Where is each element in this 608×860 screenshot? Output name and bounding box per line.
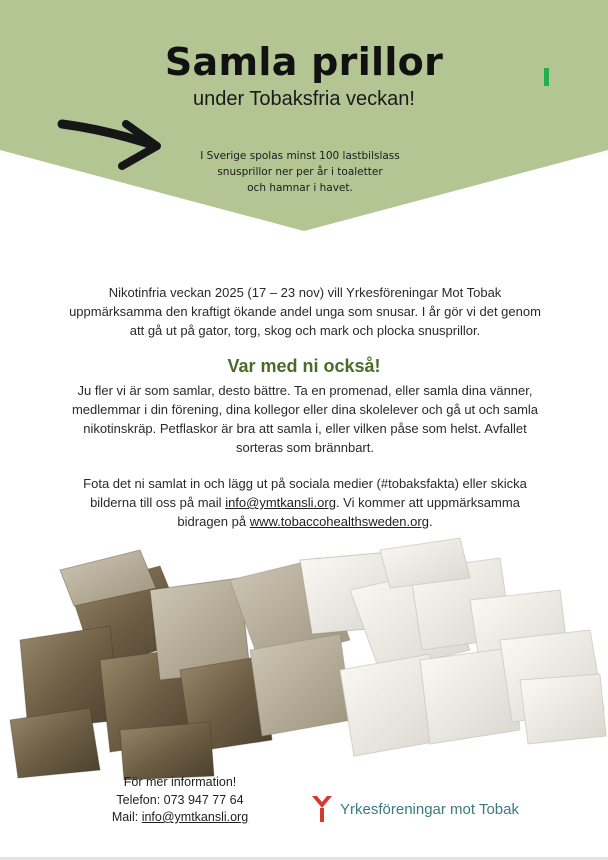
y-logo-icon (310, 794, 334, 824)
intro-line: uppmärksamma den kraftigt ökande andel unga som snusar. I år gör vi det genom (69, 304, 541, 319)
organization-name: Yrkesföreningar mot Tobak (340, 800, 519, 818)
contact-info (90, 774, 270, 827)
contact-mail-line (90, 809, 270, 827)
cta-line: medlemmar i din förening, dina kollegor eller dina skolelever och gå ut och samla (71, 402, 539, 417)
page-title: Samla prillor (164, 40, 444, 84)
share-text: bidragen på (177, 514, 250, 529)
cta-line: nikotinskräp. Petflaskor är bra att samla i, eller vilken påse som helst. Avfallet (83, 421, 527, 436)
share-paragraph (60, 474, 550, 531)
cta-heading: Var med ni också! (227, 356, 381, 376)
contact-heading: För mer information! (123, 775, 237, 789)
share-line: Fota det ni samlat in och lägg ut på sociala medier (#tobaksfakta) eller skicka (83, 476, 527, 491)
fact-callout (190, 148, 410, 196)
website-link[interactable]: www.tobaccohealthsweden.org (249, 514, 429, 529)
fact-line: snusprillor ner per år i toaletter (217, 166, 383, 178)
share-line (60, 512, 550, 531)
contact-phone: Telefon: 073 947 77 64 (116, 792, 244, 807)
intro-line: Nikotinfria veckan 2025 (17 – 23 nov) vill Yrkesföreningar Mot Tobak (108, 285, 502, 300)
intro-line: att gå ut på gator, torg, skog och mark och plocka snusprillor. (129, 323, 481, 338)
share-text: bilderna till oss på mail (90, 495, 226, 510)
fact-line: och hamnar i havet. (247, 182, 353, 194)
arrow-icon (56, 110, 166, 180)
cta-paragraph (60, 381, 550, 457)
share-text: . Vi kommer att uppmärksamma (335, 495, 520, 510)
cta-line: sorteras som brännbart. (235, 440, 374, 455)
email-link[interactable]: info@ymtkansli.org (225, 495, 336, 510)
fact-line: I Sverige spolas minst 100 lastbilslass (200, 150, 400, 162)
intro-paragraph (60, 283, 550, 340)
contact-email-link[interactable]: info@ymtkansli.org (141, 810, 249, 824)
organization-logo (310, 794, 519, 824)
share-line (60, 493, 550, 512)
page-subtitle: under Tobaksfria veckan! (193, 88, 415, 110)
green-mark (544, 68, 549, 86)
snus-pouches-photo (0, 530, 608, 780)
contact-mail-label: Mail: (111, 810, 142, 824)
cta-line: Ju fler vi är som samlar, desto bättre. Ta en promenad, eller samla dina vänner, (77, 383, 533, 398)
share-text: . (428, 514, 433, 529)
